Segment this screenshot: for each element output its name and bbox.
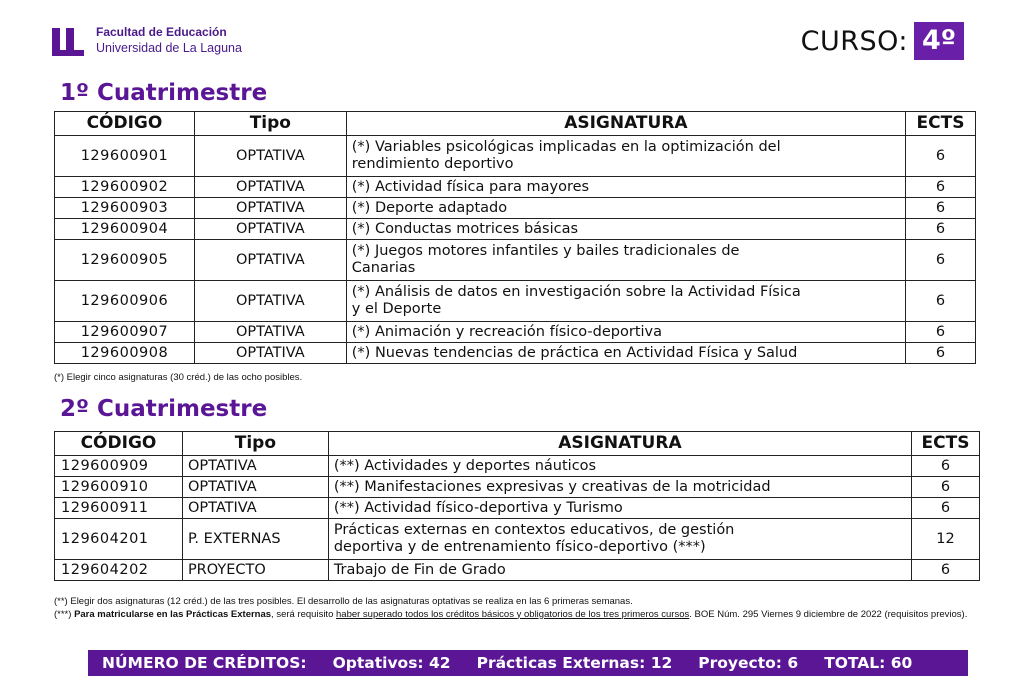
subject-type: OPTATIVA [194,343,346,364]
faculty-name: Facultad de Educación [96,25,227,39]
subject-ects: 6 [906,281,976,322]
table-row [55,456,980,477]
semester-2-title: 2º Cuatrimestre [60,396,268,422]
header-type: Tipo [182,432,328,456]
subject-name-line-1: (*) Análisis de datos en investigación sobre la Actividad Física [351,284,801,300]
table-row [55,281,976,322]
table-row [55,136,976,177]
subject-code: 129600903 [55,198,195,219]
credits-summary-bar [88,650,968,676]
subject-name-line-1: (*) Juegos motores infantiles y bailes tradicionales de [351,243,740,259]
subject-ects: 6 [912,560,980,581]
subject-code: 129600910 [55,477,183,498]
header-subject: ASIGNATURA [346,112,905,136]
table-header-row [55,112,976,136]
table-row [55,240,976,281]
subject-ects: 6 [906,322,976,343]
subject-name-line-2: rendimiento deportivo [351,156,514,172]
course-indicator [801,22,964,60]
subject-type: OPTATIVA [194,136,346,177]
course-label: CURSO: [800,25,908,57]
table-row [55,177,976,198]
semester-2-notes [54,596,1004,621]
subject-code: 129600902 [55,177,195,198]
credits-proyecto: Proyecto: 6 [698,654,799,672]
header-code: CÓDIGO [55,112,195,136]
subject-code: 129600904 [55,219,195,240]
subject-name-line-2: deportiva y de entrenamiento físico-deportivo (***) [333,539,706,555]
semester-2-table [54,431,980,581]
subject-ects: 12 [912,519,980,560]
subject-name [346,198,905,219]
header-ects: ECTS [906,112,976,136]
note-underlined-text: haber superado todos los créditos básicos y obligatorios de los tres primeros cursos [336,608,690,620]
table-row [55,560,980,581]
subject-name-line-2: Canarias [351,260,416,276]
subject-name-line-1: (*) Variables psicológicas implicadas en la optimización del [351,139,781,155]
subject-name [346,281,905,322]
credits-practicas: Prácticas Externas: 12 [476,654,673,672]
subject-name [328,560,911,581]
subject-code: 129600901 [55,136,195,177]
credits-label: NÚMERO DE CRÉDITOS: [102,654,307,672]
subject-code: 129600906 [55,281,195,322]
subject-name [328,498,911,519]
subject-type: PROYECTO [182,560,328,581]
note-suffix-text: . BOE Núm. 295 Viernes 9 diciembre de 2022 (requisitos previos). [689,608,968,620]
table-header-row [55,432,980,456]
semester-1-title: 1º Cuatrimestre [60,80,268,106]
subject-code: 129604202 [55,560,183,581]
subject-name [328,519,911,560]
subject-name-line-1: (*) Actividad física para mayores [351,178,590,195]
note-bold-text: Para matricularse en las Prácticas Externas [74,608,272,620]
semester-1-table [54,111,976,364]
subject-name-line-2: y el Deporte [351,301,442,317]
subject-code: 129600911 [55,498,183,519]
subject-name-line-1: (**) Actividades y deportes náuticos [333,457,597,474]
table-row [55,498,980,519]
note-external-practices [54,609,1004,622]
subject-ects: 6 [906,136,976,177]
subject-type: OPTATIVA [194,322,346,343]
table-row [55,519,980,560]
subject-type: OPTATIVA [182,456,328,477]
header-subject: ASIGNATURA [328,432,911,456]
subject-type: OPTATIVA [194,177,346,198]
subject-name-line-1: (*) Conductas motrices básicas [351,220,579,237]
subject-name-line-1: (*) Deporte adaptado [351,199,508,216]
subject-type: P. EXTERNAS [182,519,328,560]
table-row [55,219,976,240]
subject-ects: 6 [906,219,976,240]
subject-name [346,343,905,364]
table-row [55,477,980,498]
semester-1-note: (*) Elegir cinco asignaturas (30 créd.) de las ocho posibles. [54,372,303,383]
subject-type: OPTATIVA [194,240,346,281]
subject-name [346,136,905,177]
university-name: Universidad de La Laguna [96,41,242,55]
subject-name [346,219,905,240]
note-mid-text: , será requisito [271,608,336,620]
subject-name [346,322,905,343]
subject-name-line-1: Prácticas externas en contextos educativos, de gestión [333,522,735,538]
institution-name [96,24,242,56]
subject-type: OPTATIVA [194,219,346,240]
header-ects: ECTS [912,432,980,456]
subject-ects: 6 [912,456,980,477]
header-code: CÓDIGO [55,432,183,456]
subject-name [346,240,905,281]
subject-type: OPTATIVA [182,477,328,498]
credits-optativos: Optativos: 42 [332,654,451,672]
subject-ects: 6 [906,240,976,281]
subject-name-line-1: (*) Nuevas tendencias de práctica en Actividad Física y Salud [351,344,798,361]
subject-name-line-1: (**) Manifestaciones expresivas y creativas de la motricidad [333,478,771,495]
subject-ects: 6 [912,498,980,519]
subject-type: OPTATIVA [194,281,346,322]
subject-ects: 6 [912,477,980,498]
subject-type: OPTATIVA [182,498,328,519]
subject-name [328,456,911,477]
subject-type: OPTATIVA [194,198,346,219]
subject-name-line-1: Trabajo de Fin de Grado [333,561,506,578]
subject-name [328,477,911,498]
table-row [55,198,976,219]
table-row [55,343,976,364]
header-type: Tipo [194,112,346,136]
header [50,18,980,68]
credits-total: TOTAL: 60 [824,654,913,672]
ull-logo-icon [50,26,88,58]
subject-name [346,177,905,198]
subject-code: 129600907 [55,322,195,343]
note-marker: (***) [54,608,75,620]
subject-code: 129600909 [55,456,183,477]
note-optional-subjects: (**) Elegir dos asignaturas (12 créd.) de las tres posibles. El desarrollo de las asignaturas optativas se realiza en las 6 primeras semanas. [54,596,633,607]
subject-code: 129600905 [55,240,195,281]
subject-code: 129604201 [55,519,183,560]
subject-ects: 6 [906,177,976,198]
table-row [55,322,976,343]
subject-name-line-1: (*) Animación y recreación físico-deportiva [351,323,663,340]
subject-code: 129600908 [55,343,195,364]
course-badge: 4º [914,22,964,60]
subject-name-line-1: (**) Actividad físico-deportiva y Turismo [333,499,623,516]
subject-ects: 6 [906,343,976,364]
subject-ects: 6 [906,198,976,219]
